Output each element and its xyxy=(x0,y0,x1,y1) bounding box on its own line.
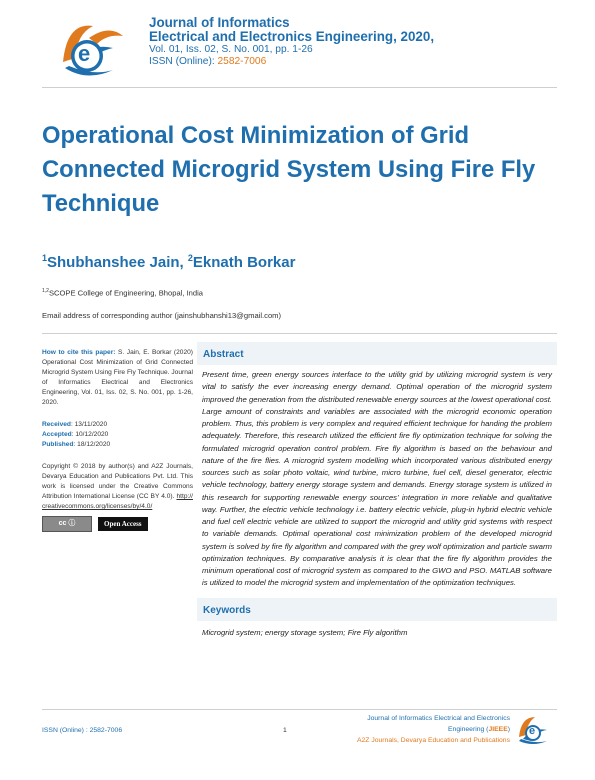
open-access-badge[interactable]: Open Access xyxy=(98,517,148,531)
how-to-cite-label: How to cite this paper: xyxy=(42,349,116,356)
logo-letter: e xyxy=(78,41,91,66)
footer-logo xyxy=(513,713,553,747)
published-value: : 18/12/2020 xyxy=(73,441,111,448)
cc-by-icon[interactable]: cc ⓘ xyxy=(42,516,92,532)
author1-superscript: 1 xyxy=(42,253,48,263)
author2-name: Eknath Borkar xyxy=(192,254,296,271)
license-badges xyxy=(42,516,193,532)
affiliation-text: SCOPE College of Engineering, Bhopal, India xyxy=(48,288,204,298)
received-value: : 13/11/2020 xyxy=(70,421,108,428)
issn-line xyxy=(149,56,569,68)
footer-publisher: A2Z Journals, Devarya Education and Publications xyxy=(356,737,510,744)
footer-journal-line2-text: Engineering ( xyxy=(448,726,489,733)
author1-name: Shubhanshee Jain, xyxy=(47,254,184,271)
issn-value: 2582-7006 xyxy=(217,56,267,67)
published-date xyxy=(42,440,193,450)
accepted-value: : 10/12/2020 xyxy=(71,431,109,438)
article-dates xyxy=(42,420,193,450)
keywords-heading: Keywords xyxy=(197,598,557,621)
footer-issn: ISSN (Online) : 2582-7006 xyxy=(42,727,123,734)
affiliation-superscript: 1,2 xyxy=(42,288,49,294)
affiliation xyxy=(42,288,203,298)
license-link[interactable]: http://creativecommons.org/licenses/by/4.0/ xyxy=(42,493,193,510)
abstract-section xyxy=(197,342,557,637)
authors xyxy=(42,253,295,271)
published-label: Published xyxy=(42,441,74,448)
copyright-text: Copyright © 2018 by author(s) and A2Z Journals, Devarya Education and Publications Pvt. Ltd. This work is licensed under the Creative Commons Attribution International License (CC BY 4.0). xyxy=(42,463,193,500)
journal-header xyxy=(149,16,569,68)
accepted-label: Accepted xyxy=(42,431,72,438)
copyright-notice xyxy=(42,462,193,512)
author2-superscript: 2 xyxy=(187,253,193,263)
footer-journal-abbrev: JIEEE xyxy=(488,726,508,733)
journal-logo xyxy=(43,18,143,82)
how-to-cite-text: S. Jain, E. Borkar (2020) Operational Cost Minimization of Grid Connected Microgrid System Using Fire Fly Technique. Journal of Informatics Electrical and Electronics Engineering, Vol. 01, Iss. 02, S. No. 001, pp. 1-26, 2020. xyxy=(42,349,193,406)
received-date xyxy=(42,420,193,430)
divider xyxy=(42,333,557,334)
abstract-text: Present time, green energy sources interface to the utility grid by utilizing microgrid system is very vital to satisfy the ever increasing energy demand. Optimal operation of the microgrid system improved the generation from the distributed renewable energy sources at the lowest operational cost. Large amount of constraints and variables are associated with the microgrid economic operation problem. Thus, this problem is very complex and required efficient technique for handing the problem adequately. Therefore, this research utilized the efficient fire fly optimization technique for solving the formulated microgrid operation control problem. Fire fly algorithm is based on the behaviour and nature of the fire flies. A microgrid system modelling which incorporated various distributed energy sources such as solar photo voltaic, wind turbine, micro turbine, fuel cell, diesel generator, electric vehicle technology, battery energy storage system and demands. Energy storage system is utilized in this research for supporting renewable energy sources’ integration in more reliable and qualitative way. Further, the electric vehicle technology i.e. battery electric vehicle, plug-in hybrid electric vehicle and fuel cell electric vehicle are utilized to support the microgrid and utility grid systems with respect to variable demands. Optimal operational cost minimization problem of the developed microgrid system is solved by fire fly algorithm and compared with the grey wolf optimization and particle swarm optimization techniques. By comparative analysis it is clear that the fire fly algorithm provides the minimum operational cost of microgrid system as compared to the GWO and PSO. MATLAB software is utilized to model the microgrid system and implementation of the optimization techniques. xyxy=(202,370,552,588)
volume-info: Vol. 01, Iss. 02, S. No. 001, pp. 1-26 xyxy=(149,44,313,55)
footer-journal-line2 xyxy=(290,724,510,735)
article-info-sidebar xyxy=(42,348,193,532)
footer-logo-letter: e xyxy=(529,725,536,737)
journal-name-line1: Journal of Informatics xyxy=(149,15,290,30)
corresponding-email: Email address of corresponding author (jainshubhanshi13@gmail.com) xyxy=(42,311,282,320)
page-number: 1 xyxy=(283,727,287,734)
received-label: Received xyxy=(42,421,71,428)
paper-title: Operational Cost Minimization of Grid Connected Microgrid System Using Fire Fly Technique xyxy=(42,122,536,217)
keywords-text: Microgrid system; energy storage system; Fire Fly algorithm xyxy=(202,627,408,637)
how-to-cite xyxy=(42,348,193,408)
journal-logo-graphic xyxy=(43,18,143,82)
abstract-heading: Abstract xyxy=(197,342,557,365)
issn-label: ISSN (Online): xyxy=(149,56,215,67)
accepted-date xyxy=(42,430,193,440)
footer-journal-info xyxy=(290,713,510,746)
footer-journal-line1: Journal of Informatics Electrical and Electronics xyxy=(367,715,510,722)
header-divider xyxy=(42,87,557,88)
footer-divider xyxy=(42,709,557,710)
journal-name-line2: Electrical and Electronics Engineering, 2020, xyxy=(149,29,435,44)
footer-journal-line2-end: ) xyxy=(507,726,510,733)
